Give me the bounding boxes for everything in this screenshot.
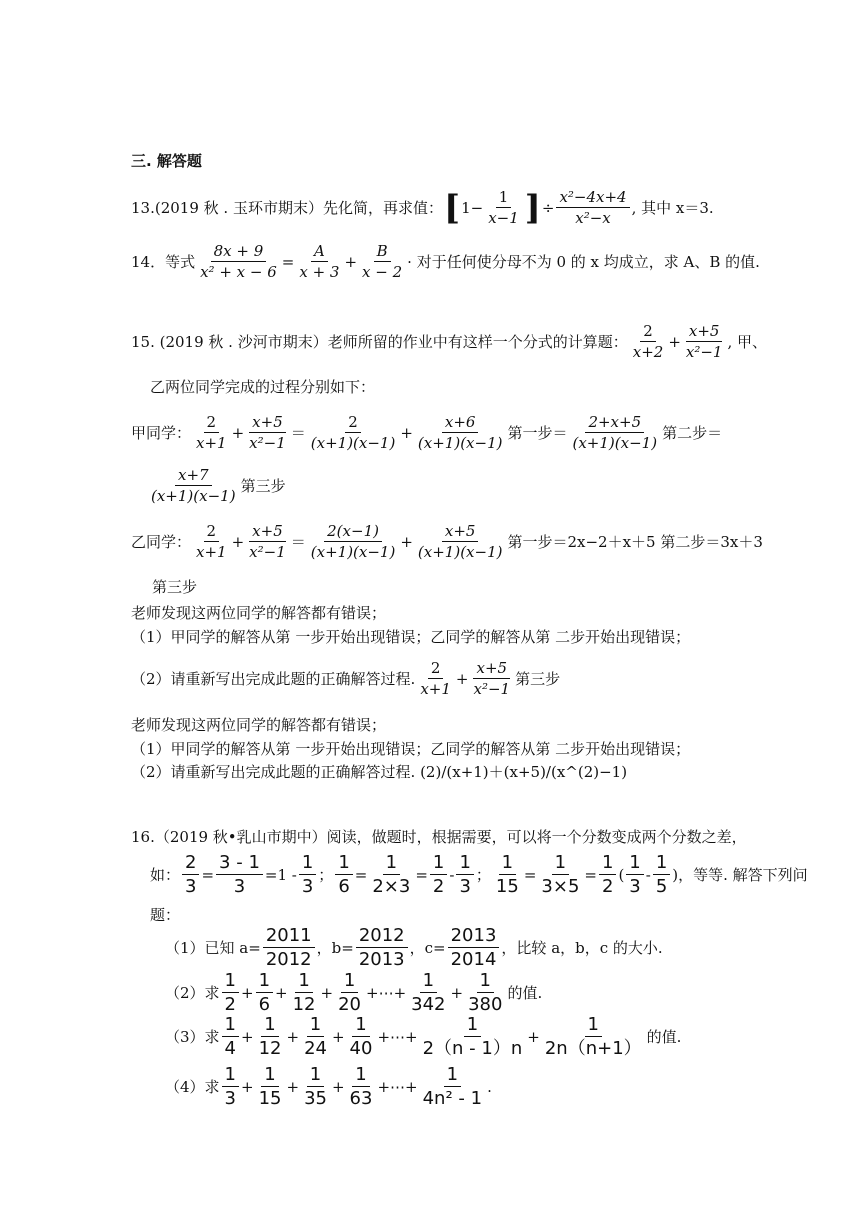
- answer-2-f2: $\frac{x+5}{\text{x²−1}}$: [473, 659, 511, 698]
- q14-fraction-b: $\frac{B}{x - 2}$: [362, 242, 403, 281]
- ex-tail: ，等等. 解答下列问: [678, 866, 808, 884]
- question-13: [131, 188, 714, 227]
- p1-prefix: （1）已知 a=: [165, 939, 261, 957]
- ex1-c: $\frac{1}{3}$: [299, 852, 316, 897]
- q13-fraction-1: $\frac{1}{x-1}$: [488, 188, 519, 227]
- ex3-e: $\frac{1}{5}$: [653, 852, 670, 897]
- jia-step1: 第一步＝: [507, 424, 568, 442]
- p2-dots: +⋯+: [366, 983, 407, 1002]
- jia-a: $\frac{2}{x+1}$: [196, 413, 227, 452]
- q15-term-1: $\frac{2}{x+2}$: [632, 322, 664, 361]
- p3-e0: $\frac{1}{2(n - 1)n}$: [422, 1014, 523, 1059]
- question-15: [131, 322, 767, 361]
- section-title: 三. 解答题: [131, 152, 202, 170]
- answer-2: [131, 659, 560, 698]
- yi-a: $\frac{2}{x+1}$: [196, 522, 227, 561]
- q14-fraction-1: $\frac{8x + 9}{\text{x² + x − 6}}$: [200, 242, 277, 281]
- ex3-d: $\frac{1}{3}$: [626, 852, 643, 897]
- q16-line3: 题：: [150, 906, 181, 924]
- q13-fraction-2: $\frac{\text{x²−4x+4}}{\text{x²−x}}$: [556, 188, 629, 227]
- q16-part-2: （2）求 $\frac{1}{2}$ + $\frac{1}{6}$ + $\frac{1}{12}$ + $\frac{1}{20}$ +⋯+ $\frac{1}{342}$ + $\frac{1}{380}$ 的值.: [165, 970, 543, 1015]
- yi-rest: 第一步＝2x−2＋x＋5 第二步＝3x＋3: [507, 533, 763, 551]
- p2-f2: $\frac{1}{12}$: [292, 970, 316, 1015]
- yi-label: 乙同学：: [131, 533, 192, 551]
- q14-plus: +: [344, 252, 358, 271]
- p4-prefix: （4）求: [165, 1078, 220, 1096]
- equals: ＝: [290, 533, 306, 551]
- p1-c-label: ，c=: [409, 939, 446, 957]
- plus: +: [400, 532, 413, 551]
- p3-suffix: 的值.: [646, 1028, 682, 1046]
- p3-dots: +⋯+: [377, 1027, 418, 1046]
- answer-b2: （2）请重新写出完成此题的正确解答过程. (2)/(x+1)＋(x+5)/(x^(2)−1): [131, 763, 628, 781]
- q13-one: 1−: [461, 198, 484, 217]
- yi-solution: [131, 522, 763, 561]
- q15-line-2: 乙两位同学完成的过程分别如下：: [150, 378, 376, 396]
- p2-f3: $\frac{1}{20}$: [338, 970, 361, 1015]
- answer-1: （1）甲同学的解答从第 一步开始出现错误；乙同学的解答从第 二步开始出现错误；: [131, 628, 691, 646]
- p2-e1: $\frac{1}{380}$: [468, 970, 503, 1015]
- ex3-c: $\frac{1}{2}$: [599, 852, 616, 897]
- q13-suffix: , 其中 x＝3.: [631, 199, 714, 217]
- ex3-b: $\frac{1}{3\times 5}$: [541, 852, 580, 897]
- ex-prefix: 如：: [150, 866, 181, 884]
- p1-a: $\frac{2011}{2012}$: [263, 925, 315, 970]
- plus: +: [455, 669, 469, 688]
- equals: ＝: [290, 424, 306, 442]
- q16-part-1: [165, 925, 663, 970]
- q14-fraction-a: $\frac{A}{x + 3}$: [299, 242, 340, 281]
- p4-dots: +⋯+: [377, 1077, 418, 1096]
- answer-2-prefix: （2）请重新写出完成此题的正确解答过程.: [131, 670, 416, 688]
- p4-suffix: .: [487, 1077, 492, 1096]
- p2-suffix: 的值.: [507, 984, 543, 1002]
- p4-f3: $\frac{1}{63}$: [349, 1064, 373, 1109]
- q14-prefix: 14．等式: [131, 253, 196, 271]
- p3-f3: $\frac{1}{40}$: [349, 1014, 373, 1059]
- equals: =: [584, 865, 597, 884]
- p1-b-label: ，b=: [316, 939, 354, 957]
- paren: ): [672, 865, 679, 884]
- plus: +: [400, 423, 413, 442]
- p3-f0: $\frac{1}{4}$: [222, 1014, 239, 1059]
- q15-term-2: $\frac{x+5}{\text{x²−1}}$: [685, 322, 723, 361]
- p4-f1: $\frac{1}{15}$: [258, 1064, 282, 1109]
- plus: +: [668, 332, 681, 351]
- jia-c: $\frac{2}{(x+1)(x-1)}$: [310, 413, 396, 452]
- minus: -: [645, 865, 651, 884]
- p1-b: $\frac{2012}{2013}$: [356, 925, 408, 970]
- ex3-a: $\frac{1}{15}$: [495, 852, 519, 897]
- minus: -: [449, 865, 455, 884]
- ex1-rest: =1 -: [264, 865, 297, 884]
- p1-c: $\frac{2013}{2014}$: [448, 925, 500, 970]
- equals: =: [415, 865, 428, 884]
- jia-step3: 第三步: [240, 477, 286, 495]
- yi-d: $\frac{x+5}{(x+1)(x-1)}$: [417, 522, 503, 561]
- p3-e1: $\frac{1}{2n(n+1)}$: [544, 1014, 642, 1059]
- q14-suffix: · 对于任何使分母不为 0 的 x 均成立，求 A、B 的值.: [407, 253, 760, 271]
- p2-e0: $\frac{1}{342}$: [411, 970, 446, 1015]
- jia-solution: [131, 413, 722, 452]
- ex1-b: $\frac{3 - 1}{3}$: [216, 852, 263, 897]
- jia-step2: 第二步＝: [662, 424, 723, 442]
- right-bracket: ]: [524, 187, 541, 228]
- p4-e0: $\frac{1}{\text{4n² - 1}}$: [422, 1064, 483, 1109]
- jia-e: $\frac{2+x+5}{(x+1)(x-1)}$: [572, 413, 658, 452]
- paren: (: [618, 865, 625, 884]
- answer-b1: （1）甲同学的解答从第 一步开始出现错误；乙同学的解答从第 二步开始出现错误；: [131, 740, 691, 758]
- semicolon: ；: [475, 866, 491, 884]
- left-bracket: [: [443, 187, 461, 228]
- q16-part-3: （3）求 $\frac{1}{4}$ + $\frac{1}{12}$ + $\frac{1}{24}$ + $\frac{1}{40}$ +⋯+ $\frac{1}{2(n - 1)n}$ + $\frac{1}{2n(n+1)}$ 的值.: [165, 1014, 682, 1059]
- jia-label: 甲同学：: [131, 424, 192, 442]
- ex2-c: $\frac{1}{2}$: [430, 852, 447, 897]
- teacher-note-1: 老师发现这两位同学的解答都有错误；: [131, 604, 387, 622]
- equals: =: [523, 865, 537, 884]
- p3-prefix: （3）求: [165, 1028, 220, 1046]
- q15-tail: , 甲、: [727, 333, 768, 351]
- p4-f0: $\frac{1}{3}$: [222, 1064, 239, 1109]
- q16-part-4: （4）求 $\frac{1}{3}$ + $\frac{1}{15}$ + $\frac{1}{35}$ + $\frac{1}{63}$ +⋯+ $\frac{1}{\text{4n² - 1}}$ .: [165, 1064, 492, 1109]
- answer-2-f1: $\frac{2}{x+1}$: [420, 659, 451, 698]
- q14-eq: =: [281, 252, 295, 271]
- q15-prefix: 15. (2019 秋 . 沙河市期末）老师所留的作业中有这样一个分式的计算题：: [131, 333, 628, 351]
- p2-prefix: （2）求: [165, 984, 220, 1002]
- jia-d: $\frac{x+6}{(x+1)(x-1)}$: [417, 413, 503, 452]
- ex2-d: $\frac{1}{3}$: [456, 852, 473, 897]
- question-14: [131, 242, 760, 281]
- yi-step3: 第三步: [152, 578, 198, 596]
- p3-f1: $\frac{1}{12}$: [258, 1014, 282, 1059]
- plus: +: [231, 423, 245, 442]
- p2-f0: $\frac{1}{2}$: [222, 970, 239, 1015]
- yi-c: $\frac{2(x-1)}{(x+1)(x-1)}$: [310, 522, 396, 561]
- p2-f1: $\frac{1}{6}$: [256, 970, 273, 1015]
- ex2-a: $\frac{1}{6}$: [335, 852, 352, 897]
- jia-f: $\frac{x+7}{(x+1)(x-1)}$: [151, 466, 236, 505]
- p1-suffix: ，比较 a，b，c 的大小.: [501, 939, 663, 957]
- q16-examples: [150, 852, 808, 897]
- ex2-b: $\frac{1}{2\times 3}$: [372, 852, 411, 897]
- question-16: 16.（2019 秋•乳山市期中）阅读，做题时，根据需要，可以将一个分数变成两个分数之差，: [131, 828, 747, 846]
- teacher-note-2: 老师发现这两位同学的解答都有错误；: [131, 716, 387, 734]
- yi-b: $\frac{x+5}{\text{x²−1}}$: [249, 522, 286, 561]
- q13-prefix: 13.(2019 秋 . 玉环市期末）先化简，再求值：: [131, 199, 443, 217]
- answer-2-suffix: 第三步: [515, 670, 561, 688]
- plus: +: [231, 532, 245, 551]
- ex1-a: $\frac{2}{3}$: [182, 852, 199, 897]
- jia-solution-cont: [146, 466, 286, 505]
- equals: =: [201, 865, 215, 884]
- semicolon: ；: [318, 866, 334, 884]
- q13-div: ÷: [541, 198, 555, 217]
- p4-f2: $\frac{1}{35}$: [304, 1064, 327, 1109]
- p3-f2: $\frac{1}{24}$: [304, 1014, 327, 1059]
- equals: =: [354, 865, 368, 884]
- jia-b: $\frac{x+5}{\text{x²−1}}$: [249, 413, 286, 452]
